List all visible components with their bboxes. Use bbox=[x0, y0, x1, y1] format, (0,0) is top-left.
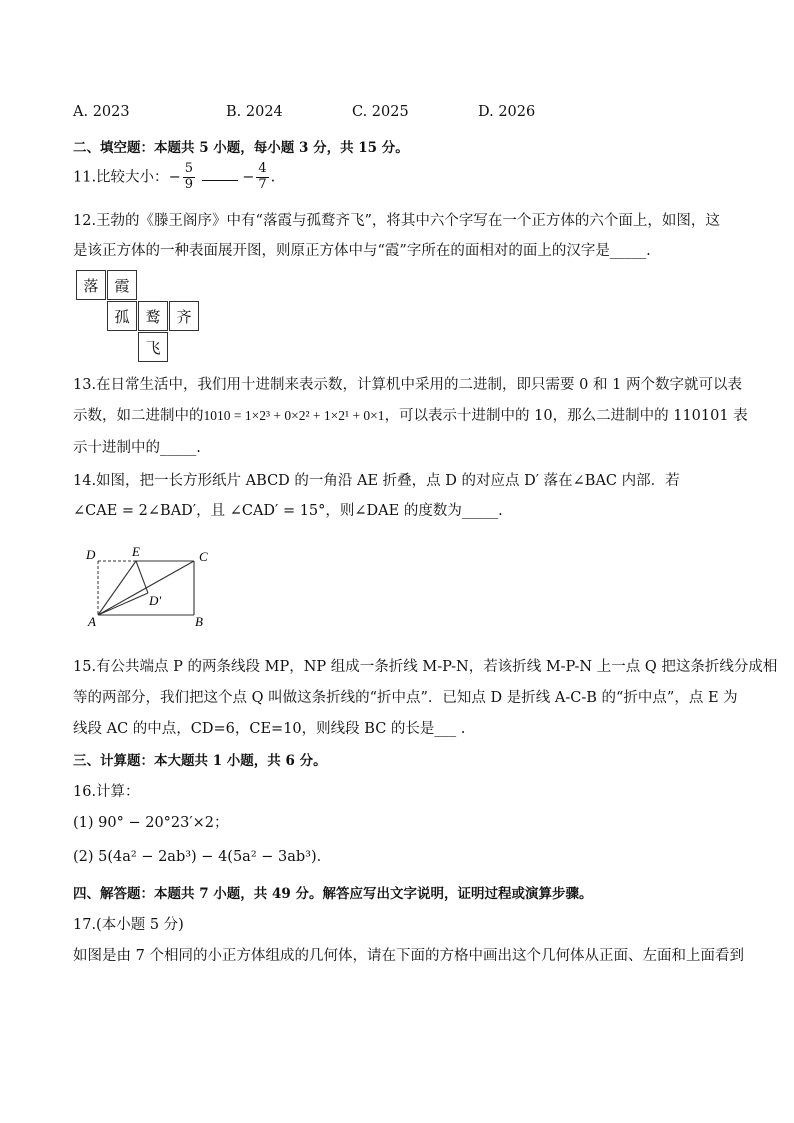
question-12-line2: 是该正方体的一种表面展开图，则原正方体中与“霞”字所在的面相对的面上的汉字是_____. bbox=[73, 243, 651, 259]
q11-f2-den: 7 bbox=[258, 176, 267, 192]
fig14-label-d: D bbox=[86, 547, 96, 562]
option-b: B. 2024 bbox=[226, 104, 283, 120]
q11-sign-1: − bbox=[168, 169, 181, 186]
option-d: D. 2026 bbox=[478, 104, 536, 120]
q11-prefix: 11.比较大小： bbox=[73, 169, 169, 186]
cube-net-figure bbox=[76, 270, 200, 362]
question-14-line2: ∠CAE = 2∠BAD′，且 ∠CAD′ = 15°，则∠DAE 的度数为_____. bbox=[73, 503, 503, 519]
question-16-part2: (2) 5(4a² − 2ab³) − 4(5a² − 3ab³)． bbox=[73, 849, 332, 865]
section-heading-answer: 四、解答题：本题共 7 小题，共 49 分。解答应写出文字说明，证明过程或演算步骤。 bbox=[73, 886, 593, 902]
q11-suffix: . bbox=[270, 169, 276, 186]
section-heading-fill-blank: 二、填空题：本题共 5 小题，每小题 3 分，共 15 分。 bbox=[73, 140, 409, 156]
section-heading-calculation: 三、计算题：本大题共 1 小题，共 6 分。 bbox=[73, 753, 327, 769]
question-13-line3: 示十进制中的_____. bbox=[73, 440, 201, 456]
fig14-label-dprime: D′ bbox=[149, 593, 162, 608]
question-16-part1: (1) 90° − 20°23′×2； bbox=[73, 815, 229, 831]
q11-f2-num: 4 bbox=[258, 161, 267, 176]
question-13-line2 bbox=[73, 404, 748, 425]
question-13-line1: 13.在日常生活中，我们用十进制来表示数，计算机中采用的二进制，即只需要 0 和 1 两个数字就可以表 bbox=[73, 377, 742, 393]
question-14-line1: 14.如图，把一长方形纸片 ABCD 的一角沿 AE 折叠，点 D 的对应点 D′ 落在∠BAC 内部．若 bbox=[73, 473, 680, 489]
question-17-line1: 如图是由 7 个相同的小正方体组成的几何体，请在下面的方格中画出这个几何体从正面、左面和上面看到 bbox=[73, 948, 744, 964]
net-cell-3: 孤 bbox=[107, 301, 137, 331]
net-cell-6: 飞 bbox=[138, 332, 168, 362]
fig14-label-c: C bbox=[199, 549, 208, 564]
net-cell-4: 鹜 bbox=[138, 301, 168, 331]
question-15-line3: 线段 AC 的中点，CD=6，CE=10，则线段 BC 的长是___ . bbox=[73, 721, 466, 737]
net-cell-2: 霞 bbox=[107, 270, 137, 300]
folded-rectangle-figure bbox=[82, 543, 222, 628]
option-a: A. 2023 bbox=[73, 104, 130, 120]
question-11 bbox=[73, 162, 275, 193]
q13-formula: 1010 = 1×2³ + 0×2² + 1×2¹ + 0×1 bbox=[203, 408, 385, 423]
q11-sign-2: − bbox=[242, 169, 255, 186]
net-cell-5: 齐 bbox=[169, 301, 199, 331]
q11-f1-den: 9 bbox=[184, 176, 193, 192]
q11-answer-blank[interactable] bbox=[202, 180, 238, 181]
q11-fraction-1 bbox=[183, 162, 195, 193]
question-15-line1: 15.有公共端点 P 的两条线段 MP，NP 组成一条折线 M-P-N，若该折线 M-P-N 上一点 Q 把这条折线分成相 bbox=[73, 659, 778, 675]
q11-f1-num: 5 bbox=[184, 161, 193, 176]
option-c: C. 2025 bbox=[352, 104, 409, 120]
fig14-label-a: A bbox=[88, 614, 96, 628]
fig14-label-e: E bbox=[132, 544, 140, 559]
q13-text-a: 示数，如二进制中的 bbox=[73, 408, 204, 424]
question-12-line1: 12.王勃的《滕王阁序》中有“落霞与孤鹜齐飞”，将其中六个字写在一个正方体的六个面上，如图，这 bbox=[73, 213, 720, 229]
question-15-line2: 等的两部分，我们把这个点 Q 叫做这条折线的“折中点”．已知点 D 是折线 A-C-B 的“折中点”，点 E 为 bbox=[73, 690, 738, 706]
q13-text-b: ，可以表示十进制中的 10，那么二进制中的 110101 表 bbox=[384, 408, 748, 424]
question-17-title: 17.(本小题 5 分) bbox=[73, 917, 184, 933]
q11-fraction-2 bbox=[256, 162, 268, 193]
fig14-segment-ed bbox=[136, 561, 148, 593]
fig14-label-b: B bbox=[195, 614, 203, 628]
net-cell-1: 落 bbox=[76, 270, 106, 300]
question-16-title: 16.计算： bbox=[73, 784, 140, 800]
